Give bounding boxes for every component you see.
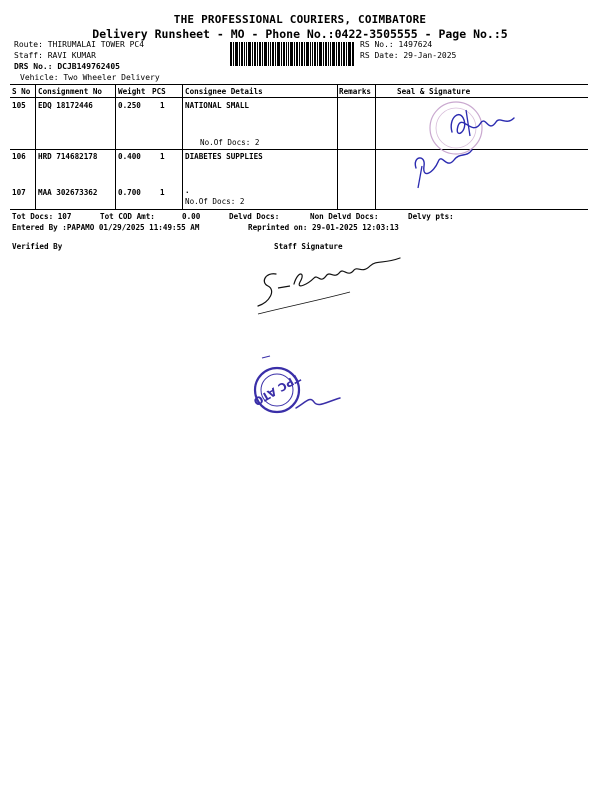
row-107-weight: 0.700 <box>118 188 141 197</box>
row-106-sno: 106 <box>12 152 26 161</box>
staff-signature <box>250 250 410 318</box>
total-docs: Tot Docs: 107 <box>12 212 72 221</box>
receiver-signature <box>408 96 528 194</box>
non-delivered-docs: Non Delvd Docs: <box>310 212 379 221</box>
header-pcs: PCS <box>152 87 166 96</box>
row-105-sno: 105 <box>12 101 26 110</box>
row-106-consignment: HRD 714682178 <box>38 152 98 161</box>
reprinted-on: Reprinted on: 29-01-2025 12:03:13 <box>248 223 399 232</box>
row-107-details: . <box>185 186 190 195</box>
col-divider <box>115 85 116 209</box>
row-105-weight: 0.250 <box>118 101 141 110</box>
row-106-details: DIABETES SUPPLIES <box>185 152 263 161</box>
row-107-pcs: 1 <box>160 188 165 197</box>
header-seal: Seal & Signature <box>397 87 471 96</box>
verified-by-label: Verified By <box>12 242 63 251</box>
total-cod-label: Tot COD Amt: <box>100 212 155 221</box>
stamp-text: TPC ATO <box>250 370 303 409</box>
row-105-consignment: EDQ 18172446 <box>38 101 93 110</box>
total-cod-value: 0.00 <box>182 212 201 221</box>
header-sno: S No <box>12 87 31 96</box>
route-label: Route: THIRUMALAI TOWER PC4 <box>14 40 145 49</box>
rs-date: RS Date: 29-Jan-2025 <box>360 51 457 60</box>
row-106-weight: 0.400 <box>118 152 141 161</box>
row-105-details: NATIONAL SMALL <box>185 101 250 110</box>
col-divider <box>337 85 338 209</box>
row-107-docs: No.Of Docs: 2 <box>185 197 245 206</box>
table-bottom-border <box>10 209 588 210</box>
staff-label: Staff: RAVI KUMAR <box>14 51 96 60</box>
row-107-consignment: MAA 302673362 <box>38 188 98 197</box>
tpc-stamp <box>248 352 348 422</box>
table-top-border <box>10 84 588 85</box>
rs-number: RS No.: 1497624 <box>360 40 433 49</box>
row-105-docs: No.Of Docs: 2 <box>200 138 260 147</box>
col-divider <box>35 85 36 209</box>
barcode <box>230 42 354 66</box>
header-consignee: Consignee Details <box>185 87 263 96</box>
delivered-docs: Delvd Docs: <box>229 212 280 221</box>
row-106-pcs: 1 <box>160 152 165 161</box>
vehicle-label: Vehicle: Two Wheeler Delivery <box>20 73 160 82</box>
header-remarks: Remarks <box>339 87 372 96</box>
row-107-sno: 107 <box>12 188 26 197</box>
staff-signature-label: Staff Signature <box>274 242 343 251</box>
company-title: THE PROFESSIONAL COURIERS, COIMBATORE <box>173 13 427 26</box>
delivery-points: Delvy pts: <box>408 212 454 221</box>
header-consignment: Consignment No <box>38 87 103 96</box>
header-weight: Weight <box>118 87 146 96</box>
entered-by: Entered By :PAPAMO 01/29/2025 11:49:55 AM <box>12 223 200 232</box>
drs-label: DRS No.: DCJB149762405 <box>14 62 120 71</box>
col-divider <box>182 85 183 209</box>
runsheet-title: Delivery Runsheet - MO - Phone No.:0422-3505555 - Page No.:5 <box>92 27 508 41</box>
row-105-pcs: 1 <box>160 101 165 110</box>
col-divider <box>375 85 376 209</box>
